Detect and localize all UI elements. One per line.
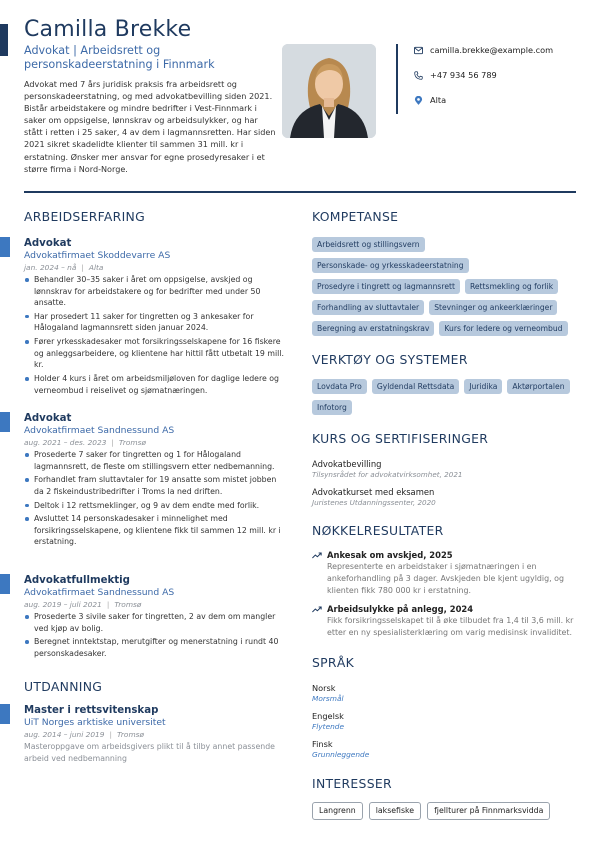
language-item	[312, 739, 369, 760]
skill-tag: Kurs for ledere og verneombud	[439, 321, 567, 336]
header-divider	[24, 191, 576, 193]
result-item	[312, 604, 578, 639]
meta-separator: |	[111, 438, 114, 447]
job-entry	[24, 574, 286, 662]
job-entry	[24, 237, 286, 398]
tools-tags	[312, 379, 582, 415]
language-item	[312, 683, 344, 704]
profile-summary: Advokat med 7 års juridisk praksis fra arbeidsrett og personskadeerstatning, og med advokatbevilling siden 2021. Bistår arbeidstakere og mindre bedrifter i Vest-Finnmark i saker om oppsigelse, lønnskrav og arbeidsulykker, og har stått i retten i 25 saker, 4 av dem i lagmannsretten. Har siden 2021 sikret skadelidte klienter til sammen 31 mill. kr i erstatning. Ønsker mer ansvar for egne prosedyresaker i et større firma i Nord-Norge.	[24, 79, 276, 174]
job-role: Advokat	[24, 238, 72, 249]
job-bullet: Avsluttet 14 personskadesaker i minnelighet med forsikringsselskapene, og klientene fikk til sammen 12 mill. kr i erstatning.	[24, 513, 286, 548]
certification-issuer: Tilsynsrådet for advokatvirksomhet, 2021	[312, 470, 463, 479]
tool-tag: Gyldendal Rettsdata	[372, 379, 459, 394]
job-bullet: Prosederte 7 saker for tingretten og 1 for Hålogaland lagmannsrett, de fleste om stillingsvern etter nedbemanning.	[24, 449, 286, 472]
result-header	[312, 550, 578, 561]
job-role: Advokat	[24, 413, 72, 424]
trend-up-icon	[312, 552, 322, 559]
job-bullet: Deltok i 12 rettsmeklinger, og 9 av dem endte med forlik.	[24, 500, 286, 512]
job-bullet: Har prosedert 11 saker for tingretten og 3 ankesaker for Hålogaland lagmannsrett siden januar 2024.	[24, 311, 286, 334]
certifications-heading: KURS OG SERTIFISERINGER	[312, 431, 489, 446]
tool-tag: Aktørportalen	[507, 379, 569, 394]
tools-heading: VERKTØY OG SYSTEMER	[312, 352, 468, 367]
language-level: Grunnleggende	[312, 750, 370, 759]
contact-email[interactable]	[414, 45, 553, 55]
job-bullet: Holder 4 kurs i året om arbeidsmiljøloven for daglige ledere og verneombud i reiselivet og sjømatnæringen.	[24, 373, 286, 396]
education-degree: Master i rettsvitenskap	[24, 705, 159, 716]
tool-tag: Infotorg	[312, 400, 352, 415]
trend-up-icon	[312, 606, 322, 613]
job-bullets	[24, 449, 286, 548]
interests-list	[312, 802, 550, 820]
education-meta	[24, 729, 286, 740]
job-company: Advokatfirmaet Skoddevarre AS	[24, 250, 171, 261]
meta-separator: |	[109, 730, 112, 739]
education-description: Masteroppgave om arbeidsgivers plikt til å tilby annet passende arbeid ved nedbemanning	[24, 742, 275, 763]
education-accent-bar	[0, 704, 10, 724]
interests-heading: INTERESSER	[312, 776, 392, 791]
languages-heading: SPRÅK	[312, 655, 355, 670]
education-school: UiT Norges arktiske universitet	[24, 717, 166, 728]
skills-tags	[312, 237, 582, 336]
language-item	[312, 711, 344, 732]
job-meta	[24, 262, 286, 273]
skill-tag: Beregning av erstatningskrav	[312, 321, 434, 336]
skill-tag: Stevninger og ankeerklæringer	[429, 300, 557, 315]
tool-tag: Lovdata Pro	[312, 379, 367, 394]
job-location: Tromsø	[114, 600, 142, 609]
job-dates: aug. 2021 – des. 2023	[24, 438, 107, 447]
contact-phone[interactable]	[414, 70, 497, 80]
job-bullet: Prosederte 3 sivile saker for tingretten, 2 av dem om mangler ved kjøp av bolig.	[24, 611, 286, 634]
candidate-name: Camilla Brekke	[24, 17, 192, 42]
job-meta	[24, 437, 286, 448]
job-bullet: Forhandlet fram sluttavtaler for 19 ansatte som mistet jobben da 2 fiskeindustribedrifter i Troms la ned driften.	[24, 474, 286, 497]
education-location: Tromsø	[116, 730, 145, 739]
job-company: Advokatfirmaet Sandnessund AS	[24, 425, 175, 436]
certification-name: Advokatkurset med eksamen	[312, 487, 435, 497]
interest-tag: Langrenn	[312, 802, 363, 820]
job-bullets	[24, 611, 286, 659]
interest-tag: fjellturer på Finnmarksvidda	[427, 802, 550, 820]
portrait-illustration	[282, 44, 376, 138]
skill-tag: Prosedyre i tingrett og lagmannsrett	[312, 279, 460, 294]
job-meta	[24, 599, 286, 610]
education-dates: aug. 2014 – juni 2019	[24, 730, 105, 739]
result-header	[312, 604, 578, 615]
certification-name: Advokatbevilling	[312, 459, 382, 469]
skills-heading: KOMPETANSE	[312, 209, 399, 224]
language-name: Finsk	[312, 739, 333, 749]
contact-phone-text: +47 934 56 789	[430, 70, 497, 80]
experience-heading: ARBEIDSERFARING	[24, 209, 146, 224]
education-heading: UTDANNING	[24, 679, 103, 694]
language-name: Norsk	[312, 683, 336, 693]
language-level: Morsmål	[312, 694, 344, 703]
meta-separator: |	[81, 263, 84, 272]
certification-item	[312, 459, 582, 480]
language-level: Flytende	[312, 722, 345, 731]
education-entry	[24, 704, 286, 764]
candidate-title: Advokat | Arbeidsrett og personskadeerstatning i Finnmark	[24, 44, 215, 71]
location-pin-icon	[414, 96, 423, 105]
profile-photo	[282, 44, 376, 138]
certification-issuer: Juristenes Utdanningssenter, 2020	[312, 498, 436, 507]
interest-tag: laksefiske	[369, 802, 421, 820]
result-title: Arbeidsulykke på anlegg, 2024	[327, 604, 474, 614]
contact-location	[414, 95, 446, 105]
language-name: Engelsk	[312, 711, 344, 721]
result-item	[312, 550, 578, 597]
job-dates: aug. 2019 – juli 2021	[24, 600, 102, 609]
contact-email-text: camilla.brekke@example.com	[430, 45, 554, 55]
job-bullets	[24, 274, 286, 396]
phone-icon	[414, 71, 423, 80]
contact-location-text: Alta	[430, 95, 447, 105]
contact-divider	[396, 44, 398, 114]
certification-item	[312, 487, 582, 508]
job-accent-bar	[0, 237, 10, 257]
results-heading: NØKKELRESULTATER	[312, 523, 444, 538]
result-description: Fikk forsikringsselskapet til å øke tilbudet fra 1,4 til 3,6 mill. kr etter en ny spesialisterklæring om varig medisinsk invaliditet.	[327, 616, 574, 638]
skill-tag: Forhandling av sluttavtaler	[312, 300, 424, 315]
job-bullet: Fører yrkesskadesaker mot forsikringsselskapene for 16 fiskere og anleggsarbeidere, og klientene har hittil fått utbetalt 19 mill. kr.	[24, 336, 286, 371]
header-accent-bar	[0, 24, 8, 56]
mail-icon	[414, 46, 423, 55]
job-accent-bar	[0, 574, 10, 594]
skill-tag: Personskade- og yrkesskadeerstatning	[312, 258, 469, 273]
result-title: Ankesak om avskjed, 2025	[327, 550, 453, 560]
job-bullet: Beregnet inntektstap, merutgifter og menerstatning i rundt 40 personskadesaker.	[24, 636, 286, 659]
result-description: Representerte en arbeidstaker i sjømatnæringen i en ankeforhandling på 3 dager. Avskjeden ble kjent ugyldig, og klienten fikk 780 000 kr i erstatning.	[327, 562, 564, 596]
meta-separator: |	[106, 600, 110, 609]
job-dates: jan. 2024 – nå	[24, 263, 77, 272]
job-bullet: Behandler 30–35 saker i året om oppsigelse, avskjed og lønnskrav for arbeidstakere og for bedrifter med under 50 ansatte.	[24, 274, 286, 309]
skill-tag: Rettsmekling og forlik	[465, 279, 558, 294]
job-location: Tromsø	[118, 438, 146, 447]
job-accent-bar	[0, 412, 10, 432]
job-location: Alta	[88, 263, 104, 272]
job-role: Advokatfullmektig	[24, 575, 130, 586]
job-company: Advokatfirmaet Sandnessund AS	[24, 587, 175, 598]
tool-tag: Juridika	[464, 379, 502, 394]
job-entry	[24, 412, 286, 550]
skill-tag: Arbeidsrett og stillingsvern	[312, 237, 425, 252]
